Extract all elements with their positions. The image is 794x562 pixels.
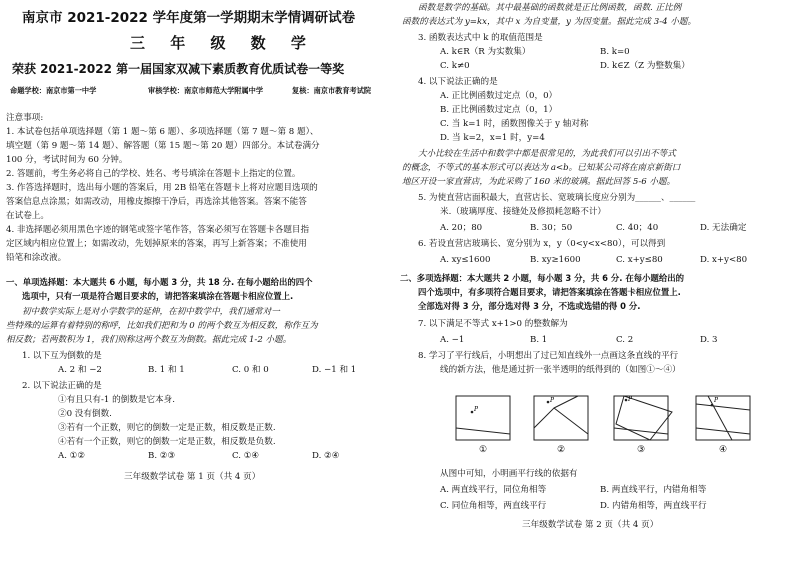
award-line: 荣获 2021-2022 第一届国家双减下素质教育优质试卷一等奖 [12, 62, 345, 76]
q6-option-a: A. xy≤1600 [440, 255, 491, 265]
q5-option-a: A. 20；80 [440, 223, 483, 233]
intro-line: 函数是数学的基础。其中最基础的函数就是正比例函数，函数. 正比例 [418, 3, 682, 13]
intro-line: 函数的表达式为 y=kx，其中 x 为自变量，y 为因变量。据此完成 3-4 小题。 [402, 17, 697, 27]
proposer-line: 命题学校：南京市第一中学 [10, 86, 97, 95]
point-label: P [714, 397, 719, 404]
section2-heading-cont: 四个选项中，有多项符合题目要求，请把答案填涂在答题卡相应位置上. [418, 287, 681, 297]
q2-statement: ①有且只有-1 的倒数是它本身. [58, 395, 175, 405]
figure-4 [692, 394, 758, 454]
figure-label: ③ [637, 445, 646, 454]
q4-option-b: B. 正比例函数过定点（0，1） [440, 105, 558, 115]
figure-1 [452, 394, 518, 454]
q8-option-a: A. 两直线平行，同位角相等 [440, 485, 547, 495]
figure-label: ④ [719, 445, 728, 454]
q2-option-c: C. ①④ [232, 451, 260, 461]
q5-stem-cont: 米.（玻璃厚度、接缝处及修损耗忽略不计） [440, 207, 607, 217]
right-page [400, 0, 794, 562]
q2-option-b: B. ②③ [148, 451, 176, 461]
q8-option-c: C. 同位角相等，两直线平行 [440, 501, 547, 511]
intro-line: 大小比较在生活中和数学中都是很常见的，为此我们可以引出不等式 [418, 149, 676, 159]
q4-option-a: A. 正比例函数过定点（0，0） [440, 91, 558, 101]
q7-option-b: B. 1 [530, 335, 548, 345]
q3-option-a: A. k∈R（R 为实数集） [440, 47, 531, 57]
section2-heading: 二、多项选择题：本大题共 2 小题，每小题 3 分，共 6 分. 在每小题给出的 [400, 273, 684, 283]
q8-stem: 8. 学习了平行线后，小明想出了过已知直线外一点画这条直线的平行 [418, 351, 679, 361]
q4-stem: 4. 以下说法正确的是 [418, 77, 498, 87]
figure-3 [610, 394, 682, 454]
q7-option-d: D. 3 [700, 335, 718, 345]
q2-statement: ④若有一个正数，则它的倒数一定是正数，相反数是负数. [58, 437, 276, 447]
q1-option-a: A. 2 和 −2 [58, 365, 102, 375]
notes-line: 答案信息点涂黑；如需改动，用橡皮擦擦干净后，再选涂其他答案。答案不能答 [6, 197, 307, 207]
q3-option-b: B. k=0 [600, 47, 630, 57]
q6-option-b: B. xy≥1600 [530, 255, 581, 265]
q8-question: 从图中可知，小明画平行线的依据有 [440, 469, 578, 479]
intro-line: 地区开设一家直营店，为此采购了 160 米的玻璃。据此回答 5-6 小题。 [402, 177, 676, 187]
subject-title: 三 年 级 数 学 [130, 34, 316, 52]
rechecker-line: 复核：南京市教育考试院 [292, 86, 372, 95]
point-label: P [550, 397, 555, 404]
page-footer: 三年级数学试卷 第 2 页（共 4 页） [522, 520, 659, 530]
q6-option-c: C. x+y≤80 [616, 255, 663, 265]
q5-stem: 5. 为使直营店面积最大，直营店长、宽玻璃长度应分别为______、______ [418, 193, 696, 203]
intro-line: 些特殊的运算有着特别的称呼，比如我们把和为 0 的两个数互为相反数，称作互为 [6, 321, 318, 331]
notes-line: 3. 作答选择题时，选出每小题的答案后，用 2B 铅笔在答题卡上将对应题目选项的 [6, 183, 318, 193]
point-label: P [474, 406, 479, 413]
point-label: P [628, 396, 633, 403]
notes-line: 定区域内相应位置上；如需改动，先划掉原来的答案，再写上新答案；不准使用 [6, 239, 307, 249]
intro-line: 相反数；若两数积为 1，我们则称这两个数互为倒数。据此完成 1-2 小题。 [6, 335, 292, 345]
section2-heading-cont: 全部选对得 3 分，部分选对得 3 分，不选或选错的得 0 分. [418, 301, 641, 311]
notes-line: 2. 答题前，考生务必将自己的学校、姓名、考号填涂在答题卡上指定的位置。 [6, 169, 301, 179]
q4-option-d: D. 当 k=2，x=1 时，y=4 [440, 133, 545, 143]
notes-line: 4. 非选择题必须用黑色字迹的钢笔或签字笔作答，答案必须写在答题卡各题目指 [6, 225, 310, 235]
notes-line: 填空题（第 9 题～第 14 题）、解答题（第 15 题～第 20 题）四部分。本试卷满分 [6, 141, 320, 151]
notes-line: 100 分，考试时间为 60 分钟。 [6, 155, 128, 165]
notes-line: 铅笔和涂改液。 [6, 253, 67, 263]
q6-option-d: D. x+y<80 [700, 255, 748, 265]
q3-stem: 3. 函数表达式中 k 的取值范围是 [418, 33, 543, 43]
q3-option-d: D. k∈Z（Z 为整数集） [600, 61, 690, 71]
figure-label: ② [557, 445, 566, 454]
page-footer: 三年级数学试卷 第 1 页（共 4 页） [124, 472, 261, 482]
intro-line: 的概念，不等式的基本形式可以表达为 a<b。已知某公司将在南京新街口 [402, 163, 681, 173]
q1-stem: 1. 以下互为倒数的是 [22, 351, 102, 361]
q2-option-d: D. ②④ [312, 451, 340, 461]
notes-line: 在试卷上。 [6, 211, 49, 221]
q5-option-d: D. 无法确定 [700, 223, 747, 233]
q5-option-b: B. 30；50 [530, 223, 573, 233]
q8-option-d: D. 内错角相等，两直线平行 [600, 501, 707, 511]
q1-option-b: B. 1 和 1 [148, 365, 185, 375]
intro-line: 初中数学实际上是对小学数学的延伸，在初中数学中，我们通常对一 [22, 307, 280, 317]
section1-heading-cont: 选项中，只有一项是符合题目要求的，请把答案填涂在答题卡相应位置上. [22, 291, 294, 301]
reviewer-line: 审核学校：南京市师范大学附属中学 [148, 86, 264, 95]
q7-stem: 7. 以下满足不等式 x+1>0 的整数解为 [418, 319, 568, 329]
q2-statement: ②0 没有倒数. [58, 409, 112, 419]
q2-stem: 2. 以下说法正确的是 [22, 381, 102, 391]
q7-option-a: A. −1 [440, 335, 465, 345]
left-page [0, 0, 390, 562]
q8-option-b: B. 两直线平行，内错角相等 [600, 485, 707, 495]
notes-line: 1. 本试卷包括单项选择题（第 1 题～第 6 题）、多项选择题（第 7 题～第 8 题）、 [6, 127, 319, 137]
q8-stem-cont: 线的新方法，他是通过折一张半透明的纸得到的（如图①～④） [440, 365, 681, 375]
figure-2 [530, 394, 600, 454]
folding-figures [452, 394, 772, 464]
q7-option-c: C. 2 [616, 335, 634, 345]
exam-title: 南京市 2021-2022 学年度第一学期期末学情调研试卷 [22, 10, 356, 26]
q2-option-a: A. ①② [58, 451, 86, 461]
figure-label: ① [479, 445, 488, 454]
section1-heading: 一、单项选择题：本大题共 6 小题，每小题 3 分，共 18 分. 在每小题给出的四个 [6, 277, 313, 287]
q6-stem: 6. 若设直营店玻璃长、宽分别为 x，y（0<y<x<80），可以得到 [418, 239, 666, 249]
q1-option-c: C. 0 和 0 [232, 365, 269, 375]
q2-statement: ③若有一个正数，则它的倒数一定是正数，相反数是正数. [58, 423, 276, 433]
q5-option-c: C. 40；40 [616, 223, 659, 233]
q1-option-d: D. −1 和 1 [312, 365, 357, 375]
q3-option-c: C. k≠0 [440, 61, 470, 71]
q4-option-c: C. 当 k=1 时，函数图像关于 y 轴对称 [440, 119, 589, 129]
notes-heading: 注意事项: [6, 113, 44, 123]
